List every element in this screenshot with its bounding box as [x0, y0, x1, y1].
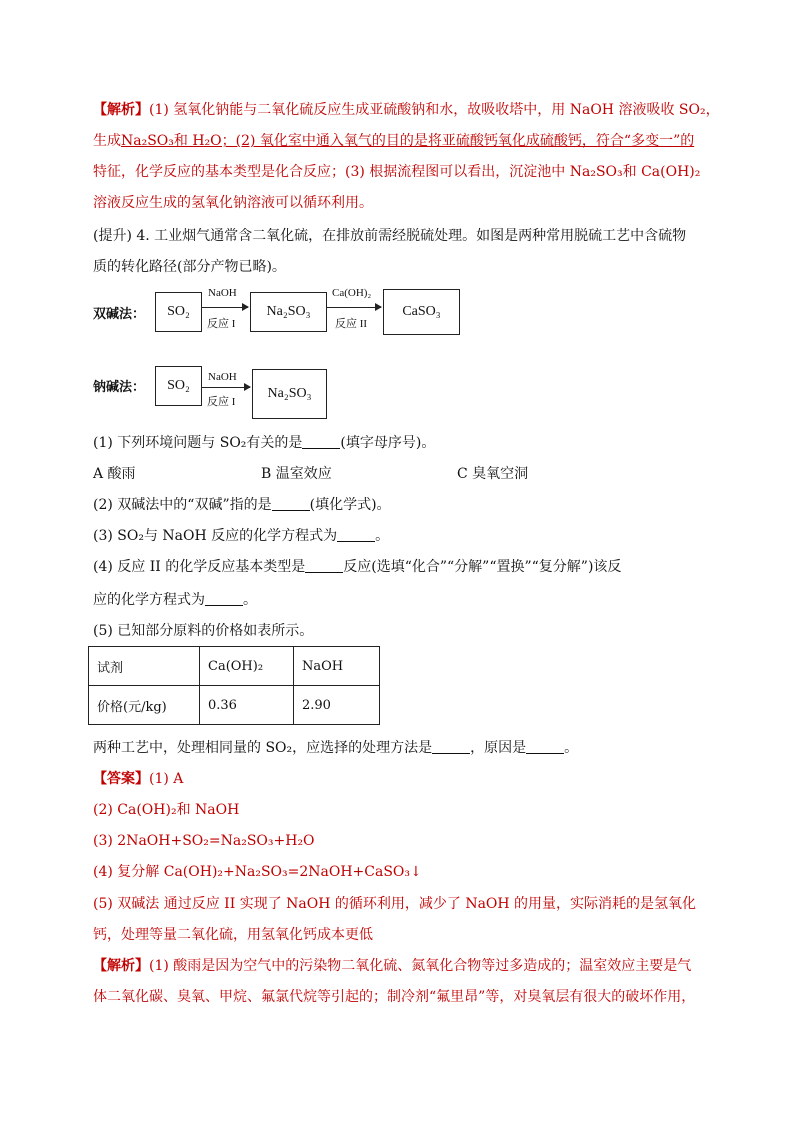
- table-cell: Ca(OH)₂: [200, 647, 294, 686]
- analysis2-line-2: 体二氧化碳、臭氧、甲烷、氟氯代烷等引起的；制冷剂“氟里昂”等，对臭氧层有很大的破坏作用，: [93, 989, 696, 1005]
- q4b-text: 应的化学方程式为: [93, 592, 205, 608]
- question-intro-2: 质的转化路径(部分产物已略)。: [93, 259, 286, 275]
- naoh-reagent-label-2: NaOH: [208, 371, 237, 383]
- answer-line-4: (4) 复分解 Ca(OH)₂+Na₂SO₃=2NaOH+CaSO₃↓: [93, 864, 422, 880]
- option-b: B 温室效应: [261, 466, 332, 482]
- option-a: A 酸雨: [93, 466, 136, 482]
- q4b-blank[interactable]: [205, 591, 243, 606]
- answer-line-2: (2) Ca(OH)₂和 NaOH: [93, 802, 240, 818]
- answer-line-5: (5) 双碱法 通过反应 II 实现了 NaOH 的循环利用，减少了 NaOH 的用量，实际消耗的是氢氧化: [93, 896, 697, 912]
- caoh2-reagent-label: Ca(OH)₂: [332, 287, 372, 299]
- subquestion-5: (5) 已知部分原料的价格如表所示。: [93, 623, 314, 639]
- q5b-blank-1[interactable]: [432, 739, 470, 754]
- q2-blank[interactable]: [272, 496, 310, 511]
- subquestion-4b: [93, 590, 257, 610]
- table-row: [89, 686, 380, 725]
- answer-line-3: (3) 2NaOH+SO₂=Na₂SO₃+H₂O: [93, 833, 315, 849]
- analysis2-text: (1) 酸雨是因为空气中的污染物二氧化硫、氮氧化合物等过多造成的；温室效应主要是气: [149, 958, 692, 974]
- analysis2-line-1: [93, 956, 691, 976]
- q3-blank[interactable]: [337, 527, 375, 542]
- q4b-tail: 。: [243, 592, 257, 608]
- q4-blank[interactable]: [305, 558, 343, 573]
- analysis-text: 生成: [93, 133, 121, 149]
- reaction-2-label: 反应 II: [335, 318, 368, 330]
- arrow-reaction-1: [202, 307, 248, 308]
- subquestion-1: [93, 433, 435, 453]
- q1-text: (1) 下列环境问题与 SO₂有关的是: [93, 435, 303, 451]
- q4-text: (4) 反应 II 的化学反应基本类型是: [93, 559, 306, 575]
- question-intro-1: (提升) 4. 工业烟气通常含二氧化硫，在排放前需经脱硫处理。如图是两种常用脱硫工艺中含硫物: [93, 228, 687, 244]
- price-table: [88, 646, 380, 725]
- sodium-alkali-label: 钠碱法：: [93, 380, 146, 395]
- naoh-reagent-label: NaOH: [208, 287, 237, 299]
- na2so3-box-2: Na₂SO₃: [252, 369, 327, 419]
- table-cell: 0.36: [200, 686, 294, 725]
- answer-line-1: [93, 769, 183, 789]
- q3-text: (3) SO₂与 NaOH 反应的化学方程式为: [93, 528, 338, 544]
- subquestion-4: [93, 557, 621, 577]
- q1-blank[interactable]: [302, 434, 340, 449]
- table-cell: 试剂: [89, 647, 200, 686]
- caso3-box: CaSO₃: [383, 289, 460, 335]
- reaction-1-label-2: 反应 I: [207, 396, 236, 408]
- double-alkali-label: 双碱法：: [93, 307, 146, 322]
- analysis2-tag: 【解析】: [93, 958, 149, 974]
- option-c: C 臭氧空洞: [457, 466, 529, 482]
- answer-line-6: 钙，处理等量二氧化硫，用氢氧化钙成本更低: [93, 927, 373, 943]
- analysis-line-2: [93, 131, 694, 151]
- analysis-line-3: 特征，化学反应的基本类型是化合反应；(3) 根据流程图可以看出，沉淀池中 Na₂SO₃和 Ca(OH)₂: [93, 164, 701, 180]
- q4-tail: 反应(选填“化合”“分解”“置换”“复分解”)该反: [343, 559, 622, 575]
- subquestion-5b: [93, 738, 578, 758]
- reaction-1-label: 反应 I: [207, 318, 236, 330]
- q5b-mid: ，原因是: [470, 740, 527, 756]
- analysis-line-1: [93, 100, 720, 120]
- table-cell: NaOH: [294, 647, 380, 686]
- q2-tail: (填化学式)。: [309, 497, 391, 513]
- answer-text: (1) A: [149, 771, 184, 787]
- so2-box: SO₂: [155, 292, 202, 332]
- table-row: [89, 647, 380, 686]
- options-row: [93, 464, 529, 484]
- q5b-blank-2[interactable]: [526, 739, 564, 754]
- table-cell: 2.90: [294, 686, 380, 725]
- q3-tail: 。: [375, 528, 390, 544]
- q1-tail: (填字母序号)。: [340, 435, 436, 451]
- arrow-reaction-2: [327, 307, 381, 308]
- q2-text: (2) 双碱法中的“双碱”指的是: [93, 497, 272, 513]
- na2so3-box: Na₂SO₃: [250, 292, 327, 332]
- analysis-tag: 【解析】: [93, 102, 149, 118]
- q5b-text: 两种工艺中，处理相同量的 SO₂，应选择的处理方法是: [93, 740, 433, 756]
- analysis-text: (1) 氢氧化钠能与二氧化硫反应生成亚硫酸钠和水，故吸收塔中，用 NaOH 溶液吸收 SO₂，: [149, 102, 720, 118]
- answer-tag: 【答案】: [93, 771, 149, 787]
- table-cell: 价格(元/kg): [89, 686, 200, 725]
- subquestion-2: [93, 495, 391, 515]
- subquestion-3: [93, 526, 389, 546]
- analysis-text: Na₂SO₃和 H₂O；(2) 氧化室中通入氧气的目的是将亚硫酸钙氧化成硫酸钙，符合“多变一”的: [121, 133, 695, 149]
- q5b-tail: 。: [564, 740, 579, 756]
- so2-box-2: SO₂: [155, 366, 202, 406]
- analysis-line-4: 溶液反应生成的氢氧化钠溶液可以循环利用。: [93, 195, 373, 211]
- arrow-reaction-1b: [202, 387, 250, 388]
